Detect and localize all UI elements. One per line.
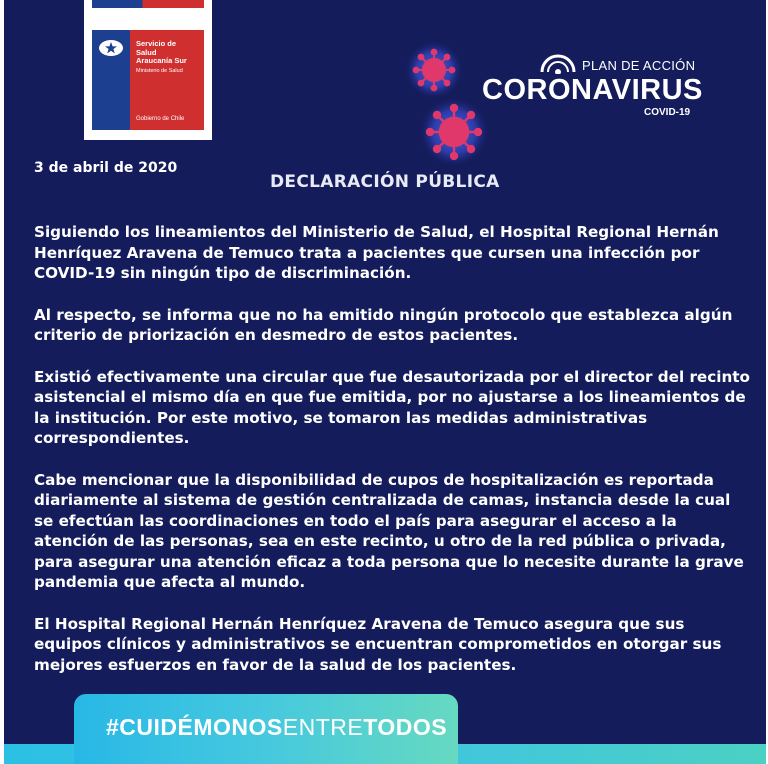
logo-line-3: Araucanía Sur [136,56,187,65]
paragraph: El Hospital Regional Hernán Henríquez Aravena de Temuco asegura que sus equipos clínicos y administrativos se encuentran comprometidos en otorgar sus mejores esfuerzos en favor de la salud de los pacientes. [34,614,722,674]
hashtag-part-2: ENTRE [282,714,364,740]
hashtag-part-1: #CUIDÉMONOS [106,714,283,740]
logo-service-name [136,40,202,75]
campaign-title: CORONAVIRUS [482,74,703,106]
plan-label: PLAN DE ACCIÓN [582,58,696,73]
logo-top-stripe [92,0,204,8]
chile-coat-of-arms-icon [97,38,125,58]
page-title: DECLARACIÓN PÚBLICA [270,172,500,192]
hashtag-part-3: TODOS [363,714,448,740]
logo-government: Gobierno de Chile [136,116,185,122]
logo-line-2: Salud [136,47,157,57]
paragraph: Siguiendo los lineamientos del Ministerio de Salud, el Hospital Regional Hernán Henríquez Aravena de Temuco trata a pacientes que cursen una infección por COVID-19 sin ningún tipo de discriminación. [34,223,719,282]
publication-date: 3 de abril de 2020 [34,160,178,176]
hashtag [106,714,447,741]
logo-ministry: Ministerio de Salud [136,67,183,74]
logo-line-1: Servicio de [136,39,177,48]
declaration-body [34,222,750,696]
paragraph: Cabe mencionar que la disponibilidad de cupos de hospitalización es reportada diariamente al sistema de gestión centralizada de camas, instancia desde la cual se efectúan las coordinaciones en todo el país para asegurar el acceso a la atención de las personas, sea en este recinto, u otro de la red pública o privada, para asegurar una atención eficaz a toda persona que lo necesite durante la grave pandemia que afecta al mundo. [34,470,744,591]
ministry-logo [84,0,212,140]
paragraph: Al respecto, se informa que no ha emitido ningún protocolo que establezca algún criterio de priorización en desmedro de estos pacientes. [34,305,733,344]
declaration-poster [4,0,766,764]
campaign-logo [482,48,702,128]
paragraph: Existió efectivamente una circular que fue desautorizada por el director del recinto asistencial el mismo día en que fue emitida, por no ajustarse a los lineamientos de la institución. Por este motivo, se tomaron las medidas administrativas correspondientes. [34,367,750,447]
sun-emblem-icon [538,50,578,74]
campaign-subtitle: COVID-19 [644,107,691,118]
